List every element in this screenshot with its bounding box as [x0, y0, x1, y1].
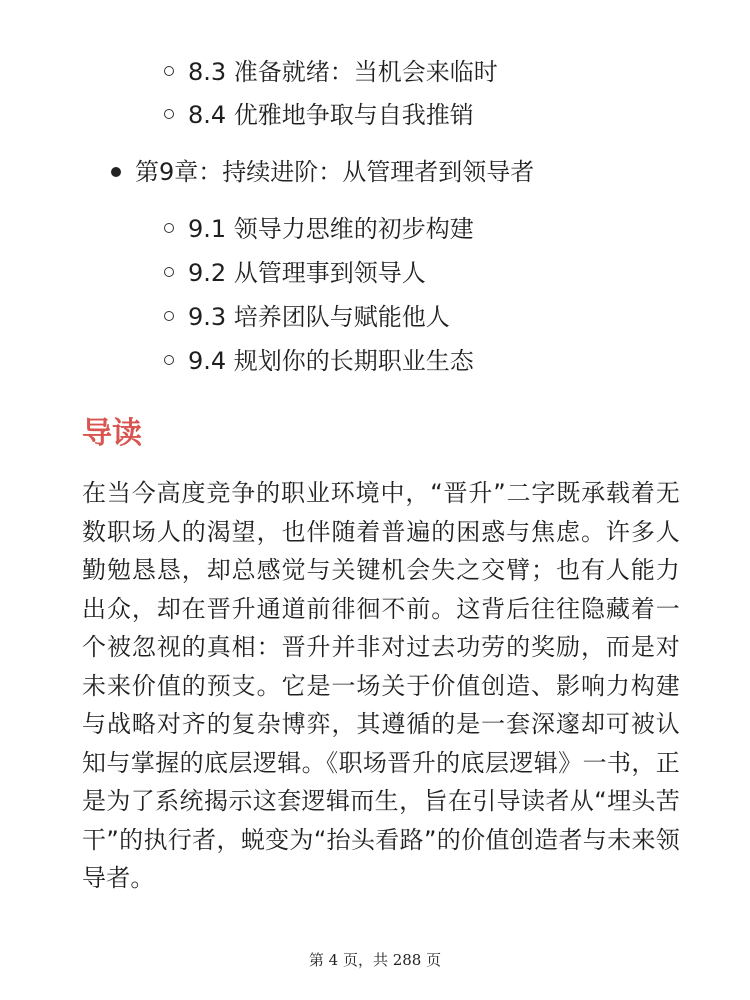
- filled-circle-bullet-icon: [111, 167, 121, 177]
- toc-item-9-2[interactable]: [188, 251, 426, 295]
- hollow-circle-bullet-icon: [164, 355, 174, 365]
- hollow-circle-bullet-icon: [164, 66, 174, 76]
- toc-item-8-4[interactable]: [188, 93, 474, 137]
- toc-item-label: 9.2 从管理事到领导人: [188, 259, 426, 287]
- toc-item-label: 9.3 培养团队与赋能他人: [188, 303, 450, 331]
- hollow-circle-bullet-icon: [164, 311, 174, 321]
- toc-item-label: 9.1 领导力思维的初步构建: [188, 215, 474, 243]
- toc-chapter-9[interactable]: [135, 150, 534, 194]
- toc-item-8-3[interactable]: [188, 50, 498, 94]
- toc-item-label: 8.4 优雅地争取与自我推销: [188, 101, 474, 129]
- page-number-footer: 第 4 页，共 288 页: [308, 951, 442, 969]
- toc-item-9-1[interactable]: [188, 207, 474, 251]
- toc-item-9-4[interactable]: [188, 339, 474, 383]
- hollow-circle-bullet-icon: [164, 267, 174, 277]
- intro-paragraph: 在当今高度竞争的职业环境中，“晋升”二字既承载着无数职场人的渴望，也伴随着普遍的困惑与焦虑。许多人勤勉恳恳，却总感觉与关键机会失之交臂；也有人能力出众，却在晋升通道前徘徊不前。这背后往往隐藏着一个被忽视的真相：晋升并非对过去功劳的奖励，而是对未来价值的预支。它是一场关于价值创造、影响力构建与战略对齐的复杂博弈，其遵循的是一套深邃却可被认知与掌握的底层逻辑。《职场晋升的底层逻辑》一书，正是为了系统揭示这套逻辑而生，旨在引导读者从“埋头苦干”的执行者，蜕变为“抬头看路”的价值创造者与未来领导者。: [82, 479, 680, 892]
- toc-item-9-3[interactable]: [188, 295, 450, 339]
- hollow-circle-bullet-icon: [164, 223, 174, 233]
- toc-item-label: 9.4 规划你的长期职业生态: [188, 347, 474, 375]
- section-heading-intro: 导读: [82, 416, 142, 451]
- toc-item-label: 8.3 准备就绪：当机会来临时: [188, 58, 498, 86]
- toc-chapter-label: 第9章：持续进阶：从管理者到领导者: [135, 158, 535, 186]
- hollow-circle-bullet-icon: [164, 109, 174, 119]
